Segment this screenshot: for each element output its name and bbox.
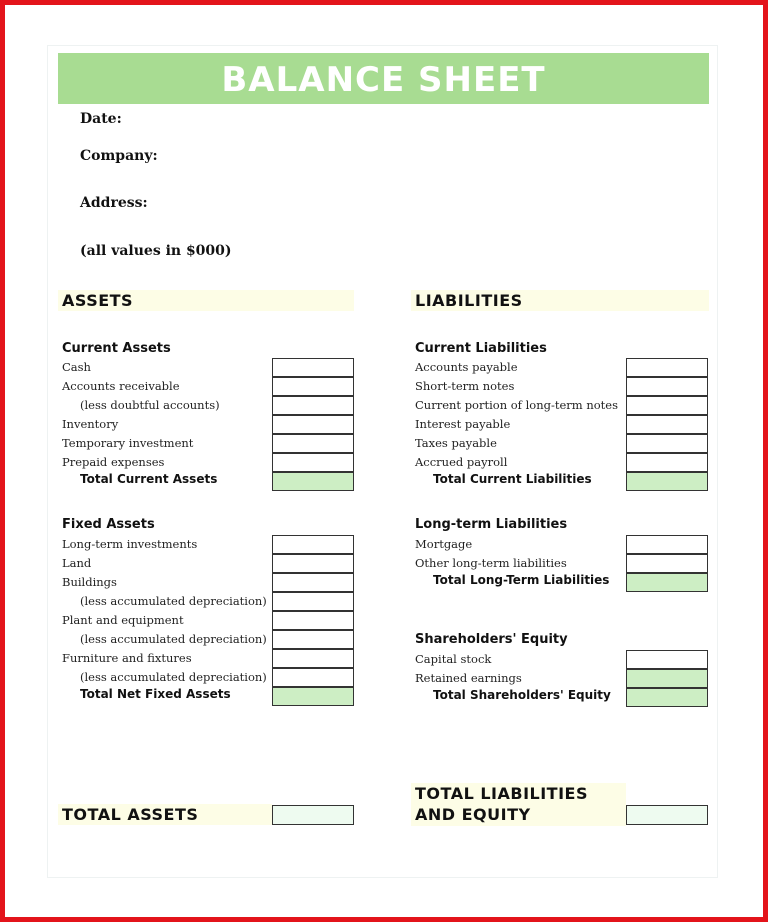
fixed-assets-value-input[interactable] [272,668,354,687]
shareholders-equity-total-input[interactable] [626,688,708,707]
current-assets-row-label: Temporary investment [62,436,194,450]
total-liabilities-equity-label [411,783,626,826]
fixed-assets-value-input[interactable] [272,573,354,592]
fixed-assets-total-label: Total Net Fixed Assets [80,687,231,701]
fixed-assets-total-input[interactable] [272,687,354,706]
current-liabilities-row-label: Taxes payable [415,436,497,450]
current-assets-row-label: (less doubtful accounts) [80,398,220,412]
date-label: Date: [80,111,122,127]
liabilities-header: LIABILITIES [411,290,709,311]
total-liabilities-equity-input[interactable] [626,805,708,825]
current-liabilities-row-label: Accrued payroll [415,455,508,469]
current-liabilities-value-input[interactable] [626,396,708,415]
current-assets-title: Current Assets [62,341,171,356]
fixed-assets-row-label: Plant and equipment [62,613,184,627]
current-liabilities-total-input[interactable] [626,472,708,491]
total-assets-input[interactable] [272,805,354,825]
shareholders-equity-row-label: Capital stock [415,652,492,666]
fixed-assets-row-label: Land [62,556,92,570]
page-title: BALANCE SHEET [58,53,709,104]
current-liabilities-value-input[interactable] [626,358,708,377]
current-liabilities-value-input[interactable] [626,377,708,396]
total-liabilities-equity-line1: TOTAL LIABILITIES [415,784,588,803]
current-liabilities-value-input[interactable] [626,434,708,453]
current-assets-row-label: Accounts receivable [62,379,180,393]
current-assets-value-input[interactable] [272,453,354,472]
fixed-assets-value-input[interactable] [272,611,354,630]
fixed-assets-value-input[interactable] [272,554,354,573]
current-liabilities-row-label: Interest payable [415,417,511,431]
current-liabilities-row-label: Accounts payable [415,360,518,374]
current-assets-value-input[interactable] [272,434,354,453]
current-liabilities-title: Current Liabilities [415,341,547,356]
fixed-assets-row-label: Buildings [62,575,117,589]
fixed-assets-value-input[interactable] [272,592,354,611]
long-term-liabilities-row-label: Mortgage [415,537,473,551]
long-term-liabilities-value-input[interactable] [626,554,708,573]
shareholders-equity-title: Shareholders' Equity [415,632,568,647]
current-assets-value-input[interactable] [272,377,354,396]
shareholders-equity-value-input[interactable] [626,669,708,688]
shareholders-equity-total-label: Total Shareholders' Equity [433,688,611,702]
company-label: Company: [80,148,158,164]
assets-header: ASSETS [58,290,354,311]
fixed-assets-row-label: (less accumulated depreciation) [80,594,267,608]
current-assets-total-input[interactable] [272,472,354,491]
current-assets-value-input[interactable] [272,358,354,377]
current-assets-total-label: Total Current Assets [80,472,218,486]
fixed-assets-value-input[interactable] [272,630,354,649]
total-liabilities-equity-line2: AND EQUITY [415,805,531,824]
fixed-assets-row-label: (less accumulated depreciation) [80,670,267,684]
current-assets-row-label: Cash [62,360,91,374]
current-liabilities-value-input[interactable] [626,415,708,434]
fixed-assets-row-label: (less accumulated depreciation) [80,632,267,646]
fixed-assets-value-input[interactable] [272,649,354,668]
fixed-assets-row-label: Long-term investments [62,537,198,551]
current-liabilities-value-input[interactable] [626,453,708,472]
shareholders-equity-value-input[interactable] [626,650,708,669]
fixed-assets-value-input[interactable] [272,535,354,554]
current-assets-row-label: Inventory [62,417,119,431]
total-assets-label: TOTAL ASSETS [58,804,272,825]
long-term-liabilities-total-label: Total Long-Term Liabilities [433,573,610,587]
current-assets-value-input[interactable] [272,415,354,434]
units-note: (all values in $000) [80,243,232,259]
address-label: Address: [80,195,148,211]
long-term-liabilities-title: Long-term Liabilities [415,517,568,532]
long-term-liabilities-total-input[interactable] [626,573,708,592]
fixed-assets-title: Fixed Assets [62,517,155,532]
current-liabilities-row-label: Short-term notes [415,379,515,393]
fixed-assets-row-label: Furniture and fixtures [62,651,192,665]
current-assets-value-input[interactable] [272,396,354,415]
shareholders-equity-row-label: Retained earnings [415,671,522,685]
long-term-liabilities-value-input[interactable] [626,535,708,554]
current-assets-row-label: Prepaid expenses [62,455,165,469]
long-term-liabilities-row-label: Other long-term liabilities [415,556,567,570]
current-liabilities-total-label: Total Current Liabilities [433,472,592,486]
current-liabilities-row-label: Current portion of long-term notes [415,398,618,412]
